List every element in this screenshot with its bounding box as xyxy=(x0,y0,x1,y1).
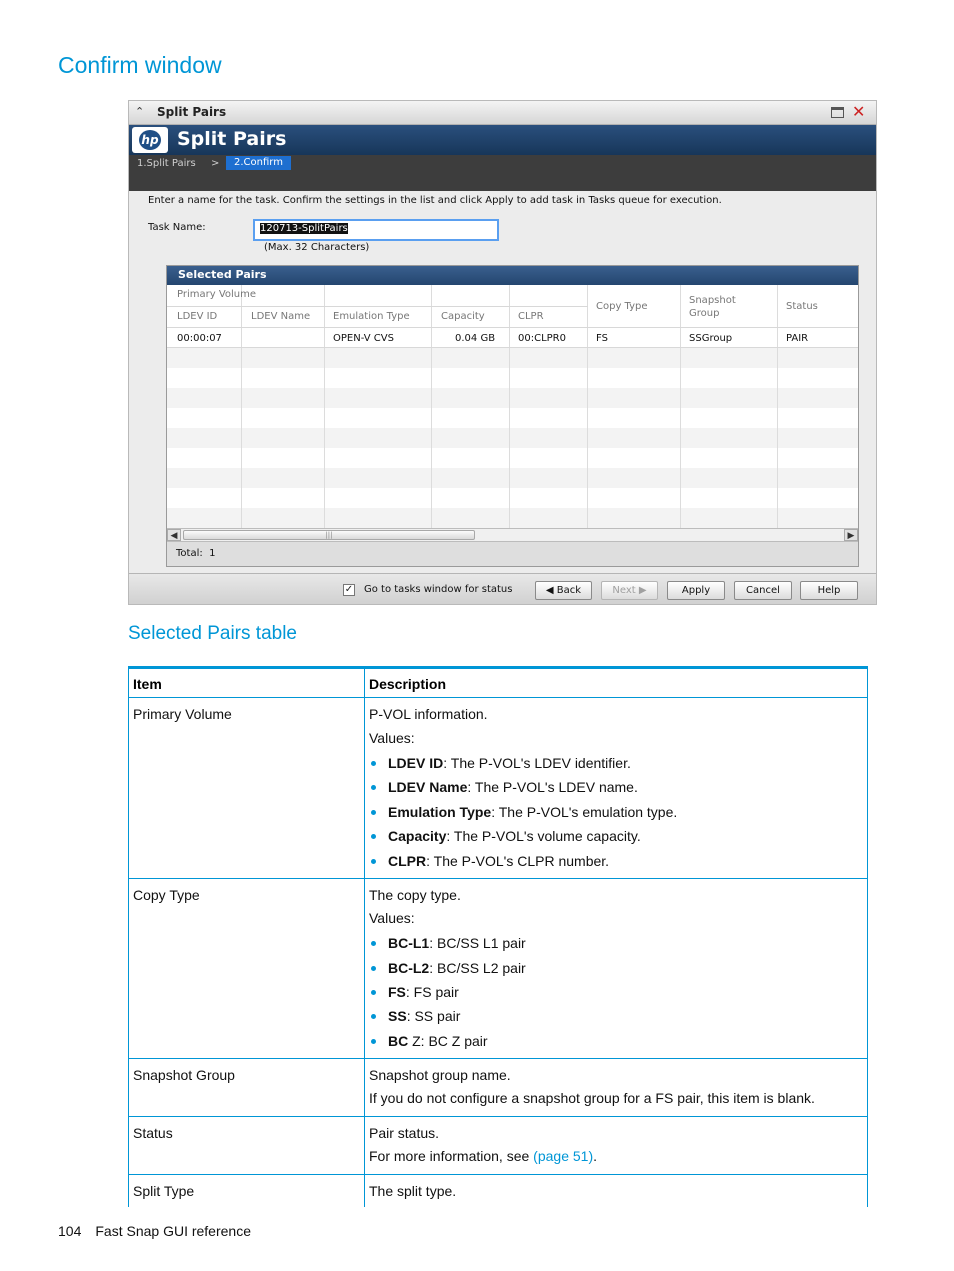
item-primary-volume: Primary Volume xyxy=(133,706,232,722)
total-label: Total: xyxy=(176,548,203,559)
step-confirm: 2.Confirm xyxy=(226,156,291,170)
page-footer xyxy=(58,1223,251,1239)
hp-logo-mark: hp xyxy=(139,130,161,150)
bullet-icon xyxy=(371,990,376,995)
table-cell: PAIR xyxy=(786,333,809,344)
selected-pairs-panel xyxy=(166,265,859,567)
item-snapshot-group: Snapshot Group xyxy=(133,1067,235,1083)
cancel-button[interactable]: Cancel xyxy=(734,581,792,600)
list-item: BC Z: BC Z pair xyxy=(388,1033,488,1049)
task-name-value: 120713-SplitPairs xyxy=(260,223,348,234)
back-button[interactable]: ◀ Back xyxy=(535,581,592,600)
banner-title: Split Pairs xyxy=(177,128,287,150)
table-cell: 00:CLPR0 xyxy=(518,333,566,344)
column-header[interactable]: Snapshot Group xyxy=(689,295,736,319)
bullet-icon xyxy=(371,834,376,839)
back-button-label: Back xyxy=(556,585,582,596)
help-button[interactable]: Help xyxy=(800,581,858,600)
apply-button[interactable]: Apply xyxy=(667,581,725,600)
horizontal-scrollbar[interactable] xyxy=(167,528,858,542)
maximize-icon[interactable] xyxy=(831,107,844,118)
page-51-link[interactable]: (page 51) xyxy=(533,1148,594,1164)
list-item: BC-L1: BC/SS L1 pair xyxy=(388,935,526,951)
next-button-label: Next xyxy=(612,585,636,596)
instruction-text: Enter a name for the task. Confirm the settings in the list and click Apply to add task in Tasks queue for execution. xyxy=(148,195,722,206)
column-header[interactable]: LDEV ID xyxy=(177,311,218,322)
table-cell: OPEN-V CVS xyxy=(333,333,394,344)
column-header[interactable]: Copy Type xyxy=(596,301,648,312)
task-name-hint: (Max. 32 Characters) xyxy=(264,242,370,253)
collapse-icon[interactable]: ⌃ xyxy=(135,105,145,118)
desc-status: Pair status. xyxy=(369,1125,440,1141)
go-to-tasks-checkbox[interactable]: ✓ xyxy=(344,584,354,595)
bullet-icon xyxy=(371,966,376,971)
split-pairs-dialog xyxy=(128,100,877,605)
dialog-footer xyxy=(129,573,877,605)
selected-pairs-title: Selected Pairs xyxy=(167,266,858,285)
list-item: CLPR: The P-VOL's CLPR number. xyxy=(388,853,610,869)
list-item: LDEV ID: The P-VOL's LDEV identifier. xyxy=(388,755,631,771)
column-header[interactable]: Emulation Type xyxy=(333,311,410,322)
footer-section-title: Fast Snap GUI reference xyxy=(95,1223,251,1239)
table-cell: SSGroup xyxy=(689,333,733,344)
next-button[interactable]: Next ▶ xyxy=(601,581,658,600)
column-header[interactable]: Status xyxy=(786,301,818,312)
list-item: LDEV Name: The P-VOL's LDEV name. xyxy=(388,779,638,795)
total-row xyxy=(167,542,858,566)
bullet-icon xyxy=(371,810,376,815)
list-item: BC-L2: BC/SS L2 pair xyxy=(388,960,526,976)
table-cell: 00:00:07 xyxy=(177,333,222,344)
bullet-icon xyxy=(371,941,376,946)
table-cell: FS xyxy=(596,333,608,344)
desc-snapshot-group-note: If you do not configure a snapshot group for a FS pair, this item is blank. xyxy=(369,1090,815,1106)
list-item: Emulation Type: The P-VOL's emulation type. xyxy=(388,804,678,820)
step-split-pairs: 1.Split Pairs xyxy=(137,158,196,169)
desc-snapshot-group: Snapshot group name. xyxy=(369,1067,511,1083)
list-item: SS: SS pair xyxy=(388,1008,461,1024)
selected-pairs-reference-table xyxy=(128,666,868,1204)
bullet-icon xyxy=(371,1039,376,1044)
table-cell: 0.04 GB xyxy=(455,333,496,344)
list-item: FS: FS pair xyxy=(388,984,459,1000)
desc-primary-volume: P-VOL information. xyxy=(369,706,488,722)
item-status: Status xyxy=(133,1125,173,1141)
task-name-label: Task Name: xyxy=(148,222,206,233)
page-number: 104 xyxy=(58,1223,82,1239)
desc-status-note: For more information, see (page 51). xyxy=(369,1148,597,1164)
wizard-steps xyxy=(129,155,877,191)
column-header[interactable]: LDEV Name xyxy=(251,311,311,322)
values-label: Values: xyxy=(369,910,415,926)
list-item: Capacity: The P-VOL's volume capacity. xyxy=(388,828,641,844)
group-header-primary-volume: Primary Volume xyxy=(177,289,257,300)
selected-pairs-grid xyxy=(167,285,858,528)
bullet-icon xyxy=(371,785,376,790)
table-header-description: Description xyxy=(369,676,447,692)
item-copy-type: Copy Type xyxy=(133,887,200,903)
dialog-title: Split Pairs xyxy=(157,105,227,119)
section-heading-confirm-window: Confirm window xyxy=(58,52,222,78)
column-header[interactable]: CLPR xyxy=(518,311,544,322)
step-separator: > xyxy=(211,158,220,169)
dialog-titlebar xyxy=(129,101,877,125)
hp-logo xyxy=(132,127,168,153)
desc-copy-type: The copy type. xyxy=(369,887,461,903)
table-header-item: Item xyxy=(133,676,162,692)
bullet-icon xyxy=(371,761,376,766)
total-value: 1 xyxy=(209,548,216,559)
go-to-tasks-label: Go to tasks window for status xyxy=(364,584,513,595)
values-label: Values: xyxy=(369,730,415,746)
scroll-thumb[interactable]: ||| xyxy=(183,530,475,540)
scroll-left-icon[interactable]: ◀ xyxy=(167,529,181,541)
scroll-right-icon[interactable]: ▶ xyxy=(844,529,858,541)
task-name-input[interactable] xyxy=(253,219,499,241)
bullet-icon xyxy=(371,1014,376,1019)
column-header[interactable]: Capacity xyxy=(441,311,485,322)
item-split-type: Split Type xyxy=(133,1183,195,1199)
bullet-icon xyxy=(371,859,376,864)
close-icon[interactable]: ✕ xyxy=(852,102,866,121)
desc-split-type: The split type. xyxy=(369,1183,457,1199)
section-heading-selected-pairs-table: Selected Pairs table xyxy=(128,623,297,644)
dialog-banner xyxy=(129,125,877,155)
